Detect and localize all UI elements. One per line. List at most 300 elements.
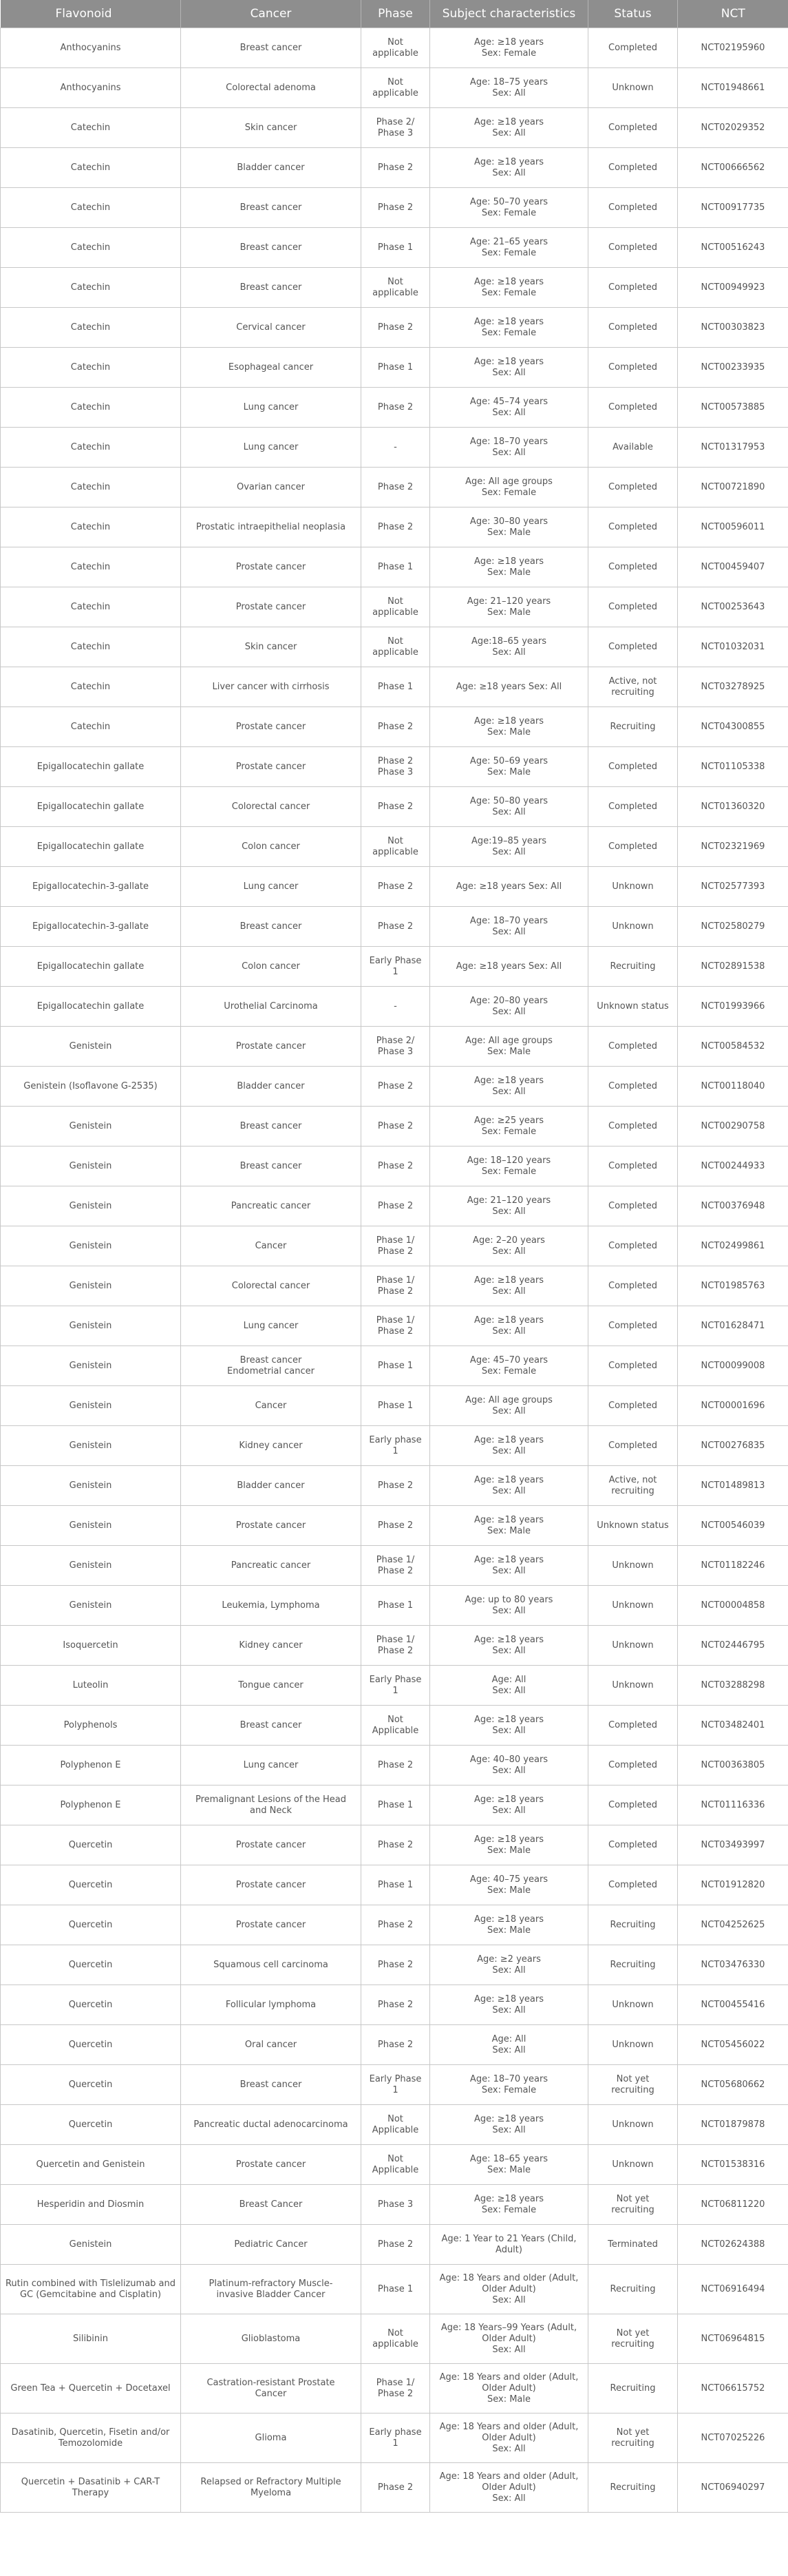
cell-flavonoid: Hesperidin and Diosmin — [1, 2185, 181, 2225]
cell-phase: - — [361, 428, 430, 468]
cell-flavonoid: Genistein — [1, 1146, 181, 1186]
cell-flavonoid: Genistein — [1, 1346, 181, 1386]
cell-subject-characteristics: Age: 21–120 years Sex: All — [430, 1186, 588, 1226]
cell-status: Not yet recruiting — [588, 2314, 678, 2364]
cell-subject-characteristics: Age: All Sex: All — [430, 2025, 588, 2065]
cell-cancer: Prostate cancer — [181, 547, 361, 587]
cell-flavonoid: Silibinin — [1, 2314, 181, 2364]
column-header-subject-characteristics: Subject characteristics — [430, 0, 588, 28]
cell-flavonoid: Catechin — [1, 108, 181, 148]
cell-subject-characteristics: Age: ≥18 years Sex: All — [430, 148, 588, 188]
cell-phase: Phase 2 — [361, 707, 430, 747]
table-row — [1, 1306, 788, 1346]
cell-flavonoid: Quercetin — [1, 1985, 181, 2025]
table-row — [1, 1586, 788, 1626]
cell-phase: Phase 2 Phase 3 — [361, 747, 430, 787]
cell-cancer: Colon cancer — [181, 827, 361, 867]
cell-flavonoid: Epigallocatechin gallate — [1, 947, 181, 987]
cell-nct: NCT02029352 — [678, 108, 788, 148]
table-row — [1, 108, 788, 148]
cell-cancer: Kidney cancer — [181, 1626, 361, 1666]
table-row — [1, 907, 788, 947]
cell-status: Not yet recruiting — [588, 2065, 678, 2105]
cell-cancer: Follicular lymphoma — [181, 1985, 361, 2025]
cell-status: Completed — [588, 747, 678, 787]
cell-phase: Phase 2 — [361, 1186, 430, 1226]
cell-status: Unknown status — [588, 1506, 678, 1546]
table-row — [1, 1346, 788, 1386]
cell-phase: Phase 1/ Phase 2 — [361, 1626, 430, 1666]
cell-flavonoid: Quercetin — [1, 1905, 181, 1945]
cell-cancer: Platinum-refractory Muscle- invasive Bladder Cancer — [181, 2265, 361, 2314]
cell-subject-characteristics: Age: 45–74 years Sex: All — [430, 388, 588, 428]
cell-phase: Phase 3 — [361, 2185, 430, 2225]
cell-nct: NCT00363805 — [678, 1746, 788, 1786]
table-row — [1, 1546, 788, 1586]
cell-phase: Phase 1/ Phase 2 — [361, 2364, 430, 2413]
cell-nct: NCT03288298 — [678, 1666, 788, 1706]
table-row — [1, 148, 788, 188]
cell-cancer: Oral cancer — [181, 2025, 361, 2065]
table-row — [1, 188, 788, 228]
cell-flavonoid: Catechin — [1, 308, 181, 348]
table-row — [1, 547, 788, 587]
cell-phase: Phase 2 — [361, 2025, 430, 2065]
cell-nct: NCT01116336 — [678, 1786, 788, 1825]
cell-phase: Phase 2 — [361, 1825, 430, 1865]
cell-cancer: Cervical cancer — [181, 308, 361, 348]
cell-subject-characteristics: Age: ≥18 years Sex: Female — [430, 2185, 588, 2225]
cell-status: Unknown — [588, 1546, 678, 1586]
cell-nct: NCT05680662 — [678, 2065, 788, 2105]
table-row — [1, 1506, 788, 1546]
cell-nct: NCT00584532 — [678, 1027, 788, 1067]
cell-cancer: Colorectal cancer — [181, 1266, 361, 1306]
cell-nct: NCT00455416 — [678, 1985, 788, 2025]
cell-status: Unknown — [588, 2025, 678, 2065]
cell-flavonoid: Dasatinib, Quercetin, Fisetin and/or Temozolomide — [1, 2413, 181, 2463]
cell-nct: NCT01912820 — [678, 1865, 788, 1905]
table-row — [1, 2025, 788, 2065]
cell-nct: NCT00004858 — [678, 1586, 788, 1626]
cell-phase: Not Applicable — [361, 1706, 430, 1746]
cell-flavonoid: Epigallocatechin gallate — [1, 987, 181, 1027]
cell-cancer: Breast cancer — [181, 1146, 361, 1186]
cell-flavonoid: Catechin — [1, 228, 181, 268]
cell-subject-characteristics: Age: ≥18 years Sex: All — [430, 867, 588, 907]
cell-cancer: Tongue cancer — [181, 1666, 361, 1706]
cell-subject-characteristics: Age: 18–70 years Sex: All — [430, 428, 588, 468]
cell-subject-characteristics: Age: 2–20 years Sex: All — [430, 1226, 588, 1266]
table-row — [1, 2265, 788, 2314]
cell-cancer: Glioma — [181, 2413, 361, 2463]
table-row — [1, 2105, 788, 2145]
cell-nct: NCT00233935 — [678, 348, 788, 388]
cell-status: Unknown — [588, 867, 678, 907]
cell-cancer: Bladder cancer — [181, 148, 361, 188]
cell-phase: Early Phase 1 — [361, 2065, 430, 2105]
table-row — [1, 667, 788, 707]
cell-nct: NCT00949923 — [678, 268, 788, 308]
cell-phase: Not applicable — [361, 627, 430, 667]
cell-phase: Phase 2 — [361, 1945, 430, 1985]
cell-status: Recruiting — [588, 1945, 678, 1985]
cell-cancer: Lung cancer — [181, 1306, 361, 1346]
cell-phase: Phase 2 — [361, 308, 430, 348]
cell-subject-characteristics: Age: ≥18 years Sex: All — [430, 947, 588, 987]
cell-cancer: Colorectal adenoma — [181, 68, 361, 108]
cell-subject-characteristics: Age: ≥18 years Sex: All — [430, 667, 588, 707]
cell-subject-characteristics: Age: ≥18 years Sex: All — [430, 1706, 588, 1746]
cell-subject-characteristics: Age: ≥18 years Sex: All — [430, 1786, 588, 1825]
table-row — [1, 947, 788, 987]
cell-phase: Phase 2 — [361, 1466, 430, 1506]
table-row — [1, 627, 788, 667]
table-row — [1, 468, 788, 507]
table-row — [1, 28, 788, 68]
cell-nct: NCT00001696 — [678, 1386, 788, 1426]
table-row — [1, 2463, 788, 2513]
cell-status: Completed — [588, 1186, 678, 1226]
cell-flavonoid: Quercetin — [1, 1865, 181, 1905]
cell-subject-characteristics: Age: 18 Years and older (Adult, Older Adult) Sex: Male — [430, 2364, 588, 2413]
cell-phase: Not Applicable — [361, 2105, 430, 2145]
cell-cancer: Breast cancer — [181, 188, 361, 228]
cell-phase: Not applicable — [361, 2314, 430, 2364]
cell-nct: NCT04300855 — [678, 707, 788, 747]
cell-nct: NCT00459407 — [678, 547, 788, 587]
cell-status: Unknown status — [588, 987, 678, 1027]
cell-subject-characteristics: Age: ≥18 years Sex: All — [430, 1426, 588, 1466]
cell-status: Completed — [588, 1346, 678, 1386]
cell-subject-characteristics: Age: All Sex: All — [430, 1666, 588, 1706]
cell-subject-characteristics: Age: 40–80 years Sex: All — [430, 1746, 588, 1786]
cell-subject-characteristics: Age: 1 Year to 21 Years (Child, Adult) — [430, 2225, 588, 2265]
column-header-flavonoid: Flavonoid — [1, 0, 181, 28]
table-row — [1, 1186, 788, 1226]
cell-nct: NCT02195960 — [678, 28, 788, 68]
cell-status: Unknown — [588, 1666, 678, 1706]
cell-nct: NCT07025226 — [678, 2413, 788, 2463]
cell-nct: NCT00666562 — [678, 148, 788, 188]
cell-status: Completed — [588, 308, 678, 348]
cell-cancer: Glioblastoma — [181, 2314, 361, 2364]
cell-status: Completed — [588, 148, 678, 188]
cell-nct: NCT01628471 — [678, 1306, 788, 1346]
table-row — [1, 308, 788, 348]
cell-status: Unknown — [588, 907, 678, 947]
cell-flavonoid: Quercetin — [1, 2025, 181, 2065]
cell-status: Completed — [588, 1306, 678, 1346]
column-header-nct: NCT — [678, 0, 788, 28]
cell-subject-characteristics: Age: ≥18 years Sex: All — [430, 108, 588, 148]
table-row — [1, 2225, 788, 2265]
cell-phase: Phase 1 — [361, 667, 430, 707]
cell-cancer: Pancreatic cancer — [181, 1186, 361, 1226]
cell-nct: NCT02499861 — [678, 1226, 788, 1266]
table-row — [1, 1226, 788, 1266]
cell-subject-characteristics: Age: ≥18 years Sex: All — [430, 348, 588, 388]
cell-cancer: Bladder cancer — [181, 1466, 361, 1506]
cell-subject-characteristics: Age: ≥25 years Sex: Female — [430, 1107, 588, 1146]
cell-nct: NCT00376948 — [678, 1186, 788, 1226]
cell-subject-characteristics: Age: ≥18 years Sex: All — [430, 1546, 588, 1586]
cell-status: Completed — [588, 348, 678, 388]
cell-cancer: Colorectal cancer — [181, 787, 361, 827]
cell-phase: Not applicable — [361, 827, 430, 867]
cell-cancer: Esophageal cancer — [181, 348, 361, 388]
cell-subject-characteristics: Age:18–65 years Sex: All — [430, 627, 588, 667]
cell-phase: Phase 1/ Phase 2 — [361, 1266, 430, 1306]
cell-cancer: Breast cancer — [181, 1706, 361, 1746]
cell-subject-characteristics: Age: ≥18 years Sex: All — [430, 1626, 588, 1666]
cell-cancer: Prostate cancer — [181, 587, 361, 627]
cell-subject-characteristics: Age: 50–70 years Sex: Female — [430, 188, 588, 228]
cell-cancer: Cancer — [181, 1386, 361, 1426]
cell-cancer: Prostate cancer — [181, 1865, 361, 1905]
column-header-status: Status — [588, 0, 678, 28]
table-row — [1, 2314, 788, 2364]
cell-cancer: Liver cancer with cirrhosis — [181, 667, 361, 707]
cell-nct: NCT01538316 — [678, 2145, 788, 2185]
table-row — [1, 1146, 788, 1186]
cell-cancer: Lung cancer — [181, 1746, 361, 1786]
cell-status: Unknown — [588, 1586, 678, 1626]
cell-cancer: Pancreatic ductal adenocarcinoma — [181, 2105, 361, 2145]
cell-status: Completed — [588, 1786, 678, 1825]
cell-flavonoid: Genistein — [1, 1306, 181, 1346]
cell-status: Terminated — [588, 2225, 678, 2265]
cell-phase: Phase 1 — [361, 1865, 430, 1905]
cell-subject-characteristics: Age: ≥18 years Sex: Female — [430, 308, 588, 348]
cell-subject-characteristics: Age: ≥18 years Sex: All — [430, 1067, 588, 1107]
cell-nct: NCT00118040 — [678, 1067, 788, 1107]
cell-nct: NCT00244933 — [678, 1146, 788, 1186]
cell-subject-characteristics: Age: 18–120 years Sex: Female — [430, 1146, 588, 1186]
cell-flavonoid: Quercetin and Genistein — [1, 2145, 181, 2185]
table-row — [1, 1706, 788, 1746]
cell-flavonoid: Polyphenon E — [1, 1746, 181, 1786]
cell-flavonoid: Luteolin — [1, 1666, 181, 1706]
cell-cancer: Kidney cancer — [181, 1426, 361, 1466]
cell-nct: NCT02577393 — [678, 867, 788, 907]
cell-flavonoid: Epigallocatechin gallate — [1, 747, 181, 787]
cell-status: Completed — [588, 587, 678, 627]
cell-subject-characteristics: Age: All age groups Sex: All — [430, 1386, 588, 1426]
cell-cancer: Prostate cancer — [181, 2145, 361, 2185]
cell-status: Recruiting — [588, 947, 678, 987]
cell-phase: Phase 2 — [361, 1107, 430, 1146]
cell-nct: NCT06964815 — [678, 2314, 788, 2364]
cell-nct: NCT01317953 — [678, 428, 788, 468]
cell-status: Recruiting — [588, 2265, 678, 2314]
cell-flavonoid: Quercetin — [1, 2105, 181, 2145]
table-row — [1, 228, 788, 268]
cell-status: Completed — [588, 1746, 678, 1786]
cell-cancer: Urothelial Carcinoma — [181, 987, 361, 1027]
cell-subject-characteristics: Age: 50–80 years Sex: All — [430, 787, 588, 827]
cell-subject-characteristics: Age: 20–80 years Sex: All — [430, 987, 588, 1027]
cell-status: Completed — [588, 827, 678, 867]
cell-phase: Phase 2 — [361, 1067, 430, 1107]
cell-phase: Early phase 1 — [361, 2413, 430, 2463]
cell-phase: Phase 2 — [361, 1146, 430, 1186]
cell-status: Unknown — [588, 2105, 678, 2145]
cell-status: Not yet recruiting — [588, 2413, 678, 2463]
cell-flavonoid: Epigallocatechin-3-gallate — [1, 907, 181, 947]
cell-cancer: Skin cancer — [181, 627, 361, 667]
cell-nct: NCT04252625 — [678, 1905, 788, 1945]
cell-subject-characteristics: Age: 18–70 years Sex: All — [430, 907, 588, 947]
cell-status: Completed — [588, 388, 678, 428]
table-row — [1, 1746, 788, 1786]
cell-status: Completed — [588, 1266, 678, 1306]
table-row — [1, 2065, 788, 2105]
cell-subject-characteristics: Age: ≥18 years Sex: All — [430, 1266, 588, 1306]
cell-flavonoid: Genistein — [1, 1426, 181, 1466]
cell-status: Completed — [588, 188, 678, 228]
cell-status: Recruiting — [588, 2463, 678, 2513]
table-row — [1, 1945, 788, 1985]
cell-nct: NCT03278925 — [678, 667, 788, 707]
cell-cancer: Breast cancer — [181, 2065, 361, 2105]
cell-flavonoid: Genistein (Isoflavone G-2535) — [1, 1067, 181, 1107]
cell-phase: Phase 2 — [361, 867, 430, 907]
cell-subject-characteristics: Age: 18 Years–99 Years (Adult, Older Adult) Sex: All — [430, 2314, 588, 2364]
cell-nct: NCT02891538 — [678, 947, 788, 987]
cell-flavonoid: Polyphenon E — [1, 1786, 181, 1825]
cell-subject-characteristics: Age: ≥18 years Sex: Male — [430, 1905, 588, 1945]
cell-phase: Phase 2 — [361, 2463, 430, 2513]
cell-subject-characteristics: Age: All age groups Sex: Female — [430, 468, 588, 507]
cell-nct: NCT01993966 — [678, 987, 788, 1027]
cell-phase: Early Phase 1 — [361, 1666, 430, 1706]
cell-flavonoid: Catechin — [1, 468, 181, 507]
cell-flavonoid: Genistein — [1, 1266, 181, 1306]
cell-nct: NCT00253643 — [678, 587, 788, 627]
cell-phase: Not applicable — [361, 28, 430, 68]
cell-nct: NCT01105338 — [678, 747, 788, 787]
cell-flavonoid: Anthocyanins — [1, 68, 181, 108]
cell-subject-characteristics: Age: 18–65 years Sex: Male — [430, 2145, 588, 2185]
cell-status: Completed — [588, 1386, 678, 1426]
cell-subject-characteristics: Age: ≥2 years Sex: All — [430, 1945, 588, 1985]
cell-nct: NCT01948661 — [678, 68, 788, 108]
cell-flavonoid: Genistein — [1, 1027, 181, 1067]
cell-flavonoid: Quercetin — [1, 1945, 181, 1985]
cell-nct: NCT00546039 — [678, 1506, 788, 1546]
table-row — [1, 268, 788, 308]
cell-subject-characteristics: Age: 18 Years and older (Adult, Older Adult) Sex: All — [430, 2463, 588, 2513]
cell-subject-characteristics: Age: ≥18 years Sex: Male — [430, 547, 588, 587]
cell-subject-characteristics: Age: 18–75 years Sex: All — [430, 68, 588, 108]
cell-phase: Phase 1 — [361, 1386, 430, 1426]
cell-status: Completed — [588, 1226, 678, 1266]
cell-nct: NCT00099008 — [678, 1346, 788, 1386]
cell-subject-characteristics: Age: ≥18 years Sex: Male — [430, 1506, 588, 1546]
cell-status: Completed — [588, 547, 678, 587]
cell-flavonoid: Genistein — [1, 1546, 181, 1586]
cell-cancer: Breast cancer — [181, 907, 361, 947]
cell-nct: NCT03493997 — [678, 1825, 788, 1865]
cell-flavonoid: Quercetin — [1, 1825, 181, 1865]
cell-subject-characteristics: Age:19–85 years Sex: All — [430, 827, 588, 867]
cell-flavonoid: Catechin — [1, 627, 181, 667]
cell-flavonoid: Genistein — [1, 1186, 181, 1226]
cell-nct: NCT06811220 — [678, 2185, 788, 2225]
cell-cancer: Breast cancer — [181, 268, 361, 308]
cell-phase: Phase 2/ Phase 3 — [361, 108, 430, 148]
cell-cancer: Pancreatic cancer — [181, 1546, 361, 1586]
table-row — [1, 1865, 788, 1905]
cell-subject-characteristics: Age: 45–70 years Sex: Female — [430, 1346, 588, 1386]
cell-cancer: Prostate cancer — [181, 1506, 361, 1546]
cell-flavonoid: Genistein — [1, 1226, 181, 1266]
cell-nct: NCT01360320 — [678, 787, 788, 827]
table-row — [1, 2185, 788, 2225]
cell-subject-characteristics: Age: 21–120 years Sex: Male — [430, 587, 588, 627]
cell-status: Completed — [588, 1706, 678, 1746]
cell-subject-characteristics: Age: up to 80 years Sex: All — [430, 1586, 588, 1626]
cell-status: Completed — [588, 1825, 678, 1865]
cell-subject-characteristics: Age: 18 Years and older (Adult, Older Adult) Sex: All — [430, 2413, 588, 2463]
cell-phase: Phase 1 — [361, 1786, 430, 1825]
cell-subject-characteristics: Age: ≥18 years Sex: Female — [430, 268, 588, 308]
cell-phase: Phase 2 — [361, 1905, 430, 1945]
cell-phase: Phase 2 — [361, 787, 430, 827]
cell-flavonoid: Genistein — [1, 1466, 181, 1506]
table-row — [1, 1386, 788, 1426]
cell-flavonoid: Epigallocatechin gallate — [1, 827, 181, 867]
cell-status: Completed — [588, 1865, 678, 1905]
cell-status: Completed — [588, 228, 678, 268]
cell-cancer: Breast cancer — [181, 228, 361, 268]
cell-cancer: Leukemia, Lymphoma — [181, 1586, 361, 1626]
cell-flavonoid: Catechin — [1, 148, 181, 188]
cell-phase: Not applicable — [361, 587, 430, 627]
cell-status: Completed — [588, 1146, 678, 1186]
cell-status: Completed — [588, 507, 678, 547]
cell-phase: Early phase 1 — [361, 1426, 430, 1466]
cell-nct: NCT02580279 — [678, 907, 788, 947]
table-row — [1, 2364, 788, 2413]
cell-phase: Phase 1 — [361, 2265, 430, 2314]
cell-nct: NCT00596011 — [678, 507, 788, 547]
cell-subject-characteristics: Age: All age groups Sex: Male — [430, 1027, 588, 1067]
cell-cancer: Prostate cancer — [181, 1825, 361, 1865]
cell-nct: NCT00303823 — [678, 308, 788, 348]
cell-phase: Phase 2 — [361, 507, 430, 547]
cell-subject-characteristics: Age: 40–75 years Sex: Male — [430, 1865, 588, 1905]
header-row — [1, 0, 788, 28]
cell-subject-characteristics: Age: ≥18 years Sex: All — [430, 1985, 588, 2025]
cell-cancer: Prostate cancer — [181, 747, 361, 787]
cell-flavonoid: Catechin — [1, 188, 181, 228]
cell-flavonoid: Genistein — [1, 2225, 181, 2265]
table-row — [1, 1107, 788, 1146]
cell-subject-characteristics: Age: 30–80 years Sex: Male — [430, 507, 588, 547]
cell-subject-characteristics: Age: ≥18 years Sex: Male — [430, 1825, 588, 1865]
cell-status: Unknown — [588, 2145, 678, 2185]
cell-flavonoid: Genistein — [1, 1107, 181, 1146]
table-row — [1, 827, 788, 867]
cell-flavonoid: Quercetin — [1, 2065, 181, 2105]
cell-status: Active, not recruiting — [588, 667, 678, 707]
cell-nct: NCT00516243 — [678, 228, 788, 268]
cell-cancer: Squamous cell carcinoma — [181, 1945, 361, 1985]
cell-subject-characteristics: Age: 21–65 years Sex: Female — [430, 228, 588, 268]
cell-status: Unknown — [588, 1626, 678, 1666]
